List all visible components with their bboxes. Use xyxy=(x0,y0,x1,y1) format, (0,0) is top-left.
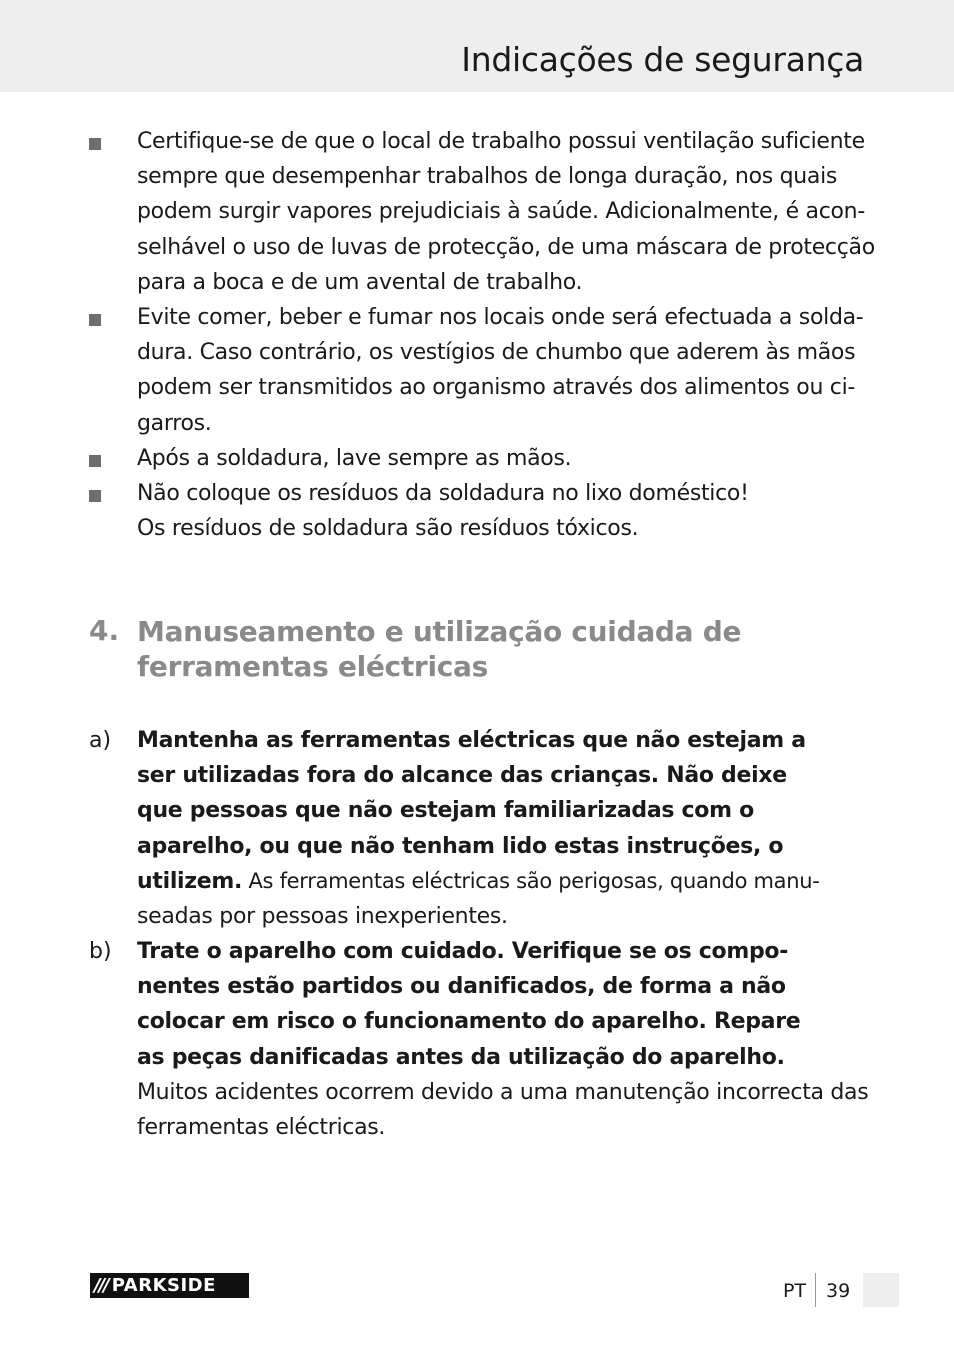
bullet-text-1 xyxy=(137,124,875,300)
bold-line: Mantenha as ferramentas eléctricas que não estejam a xyxy=(137,728,806,753)
parkside-logo xyxy=(90,1273,249,1298)
item-label: a) xyxy=(89,728,112,753)
text-line: Após a soldadura, lave sempre as mãos. xyxy=(137,446,572,471)
section-title xyxy=(137,614,897,684)
page-title: Indicações de segurança xyxy=(461,40,864,79)
bullet-marker xyxy=(89,455,101,467)
bullet-text-2 xyxy=(137,300,872,441)
text-line: Certifique-se de que o local de trabalho possui ventilação suficiente xyxy=(137,129,865,154)
footer-tab xyxy=(863,1273,899,1307)
text-line: podem ser transmitidos ao organismo através dos alimentos ou ci- xyxy=(137,375,856,401)
bold-line: colocar em risco o funcionamento do aparelho. Repare xyxy=(137,1009,801,1035)
item-a-text xyxy=(137,723,872,934)
bullet-text-4 xyxy=(137,476,872,546)
page-number: 39 xyxy=(826,1280,851,1302)
item-label: b) xyxy=(89,939,112,964)
language-code: PT xyxy=(783,1280,807,1302)
bold-line: que pessoas que não estejam familiarizadas com o xyxy=(137,798,754,824)
normal-tail: As ferramentas eléctricas são perigosas, quando manu- xyxy=(242,868,820,893)
bullet-text-3 xyxy=(137,441,872,476)
text-line: sempre que desempenhar trabalhos de longa duração, nos quais xyxy=(137,164,838,190)
bold-line: nentes estão partidos ou danificados, de forma a não xyxy=(137,974,786,1000)
text-line: seadas por pessoas inexperientes. xyxy=(137,904,508,930)
text-line: Muitos acidentes ocorrem devido a uma manutenção incorrecta das xyxy=(137,1079,869,1105)
bold-tail: utilizem. xyxy=(137,868,243,894)
bullet-marker xyxy=(89,314,101,326)
bold-line: as peças danificadas antes da utilização do aparelho. xyxy=(137,1044,785,1070)
footer-divider xyxy=(815,1273,816,1307)
logo-text: PARKSIDE xyxy=(111,1275,216,1296)
text-line: Não coloque os resíduos da soldadura no lixo doméstico! xyxy=(137,481,749,506)
section-title-line: ferramentas eléctricas xyxy=(137,650,489,683)
text-line: Os resíduos de soldadura são resíduos tóxicos. xyxy=(137,516,639,542)
text-line: Evite comer, beber e fumar nos locais onde será efectuada a solda- xyxy=(137,305,864,330)
bold-line: Trate o aparelho com cuidado. Verifique se os compo- xyxy=(137,939,789,964)
text-line: para a boca e de um avental de trabalho. xyxy=(137,269,583,295)
text-line: dura. Caso contrário, os vestígios de chumbo que aderem às mãos xyxy=(137,340,856,366)
logo-stripes: /// xyxy=(94,1275,108,1296)
bold-line: aparelho, ou que não tenham lido estas instruções, o xyxy=(137,833,784,859)
text-line: ferramentas eléctricas. xyxy=(137,1115,386,1141)
section-title-line: Manuseamento e utilização cuidada de xyxy=(137,615,742,648)
text-line: selhável o uso de luvas de protecção, de uma máscara de protecção xyxy=(137,234,875,260)
bold-line: ser utilizadas fora do alcance das crianças. Não deixe xyxy=(137,763,787,789)
text-line: garros. xyxy=(137,410,212,436)
bullet-marker xyxy=(89,138,101,150)
section-number: 4. xyxy=(89,614,120,647)
text-line: podem surgir vapores prejudiciais à saúde. Adicionalmente, é acon- xyxy=(137,199,865,225)
mixed-line xyxy=(137,864,872,899)
item-b-text xyxy=(137,934,872,1145)
bullet-marker xyxy=(89,490,101,502)
